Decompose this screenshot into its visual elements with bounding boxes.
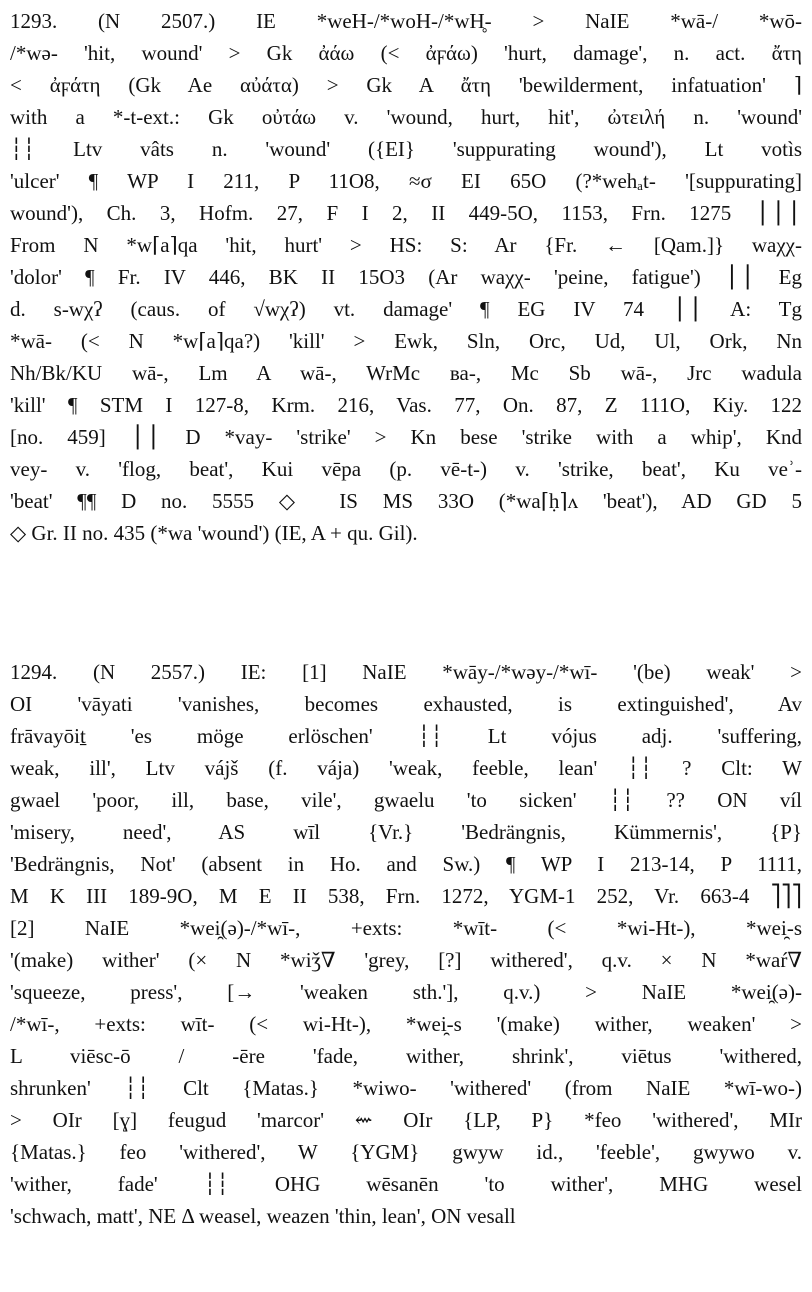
entry-line: [no. 459] ⎪⎪ D *vay- 'strike' > Kn bese 'strike with a whip', Knd [10, 425, 802, 449]
entry-line: ◇ Gr. II no. 435 (*wa 'wound') (IE, A + qu. Gil). [10, 521, 418, 545]
entry-line: 'beat' ¶¶ D no. 5555 ◇ IS MS 33O (*wa⌈ḥ⌉ʌ 'beat'), AD GD 5 [10, 489, 802, 513]
entry-line: d. s-wχʔ (caus. of √wχʔ) vt. damage' ¶ EG IV 74 ⎪⎪ A: Tg [10, 297, 802, 321]
entry-line: ┆┆ Ltv vâts n. 'wound' ({EI} 'suppurating wound'), Lt votìs [10, 137, 802, 161]
entry-line: 1294. (N 2557.) IE: [1] NaIE *wāy-/*wəy-/*wī- '(be) weak' > [10, 660, 802, 684]
entry-line: 'misery, need', AS wīl {Vr.} 'Bedrängnis, Kümmernis', {P} [10, 820, 802, 844]
entry-line: '(make) wither' (× N *wiǯ∇ 'grey, [?] withered', q.v. × N *waŕ∇ [10, 948, 802, 972]
entry-line: 'ulcer' ¶ WP I 211, P 11O8, ≈σ EI 65O (?*wehₐt- '[suppurating] [10, 169, 802, 193]
entry-line: weak, ill', Ltv vájš (f. vája) 'weak, feeble, lean' ┆┆ ? Clt: W [10, 756, 802, 780]
entry-line: /*wə- 'hit, wound' > Gk ἀάω (< ἀϝάω) 'hurt, damage', n. act. ἄτη [10, 41, 802, 65]
entry-line: > OIr [ɣ] feugud 'marcor' ⇜ OIr {LP, P} *feo 'withered', MIr [10, 1108, 802, 1132]
entry-line: gwael 'poor, ill, base, vile', gwaelu 'to sicken' ┆┆ ?? ON víl [10, 788, 802, 812]
entry-line: *wā- (< N *w⌈a⌉qa?) 'kill' > Ewk, Sln, Orc, Ud, Ul, Ork, Nn [10, 329, 802, 353]
entry-line: 'squeeze, press', [→ 'weaken sth.'], q.v.) > NaIE *wei̯(ə)- [10, 980, 802, 1004]
entry-line: From N *w⌈a⌉qa 'hit, hurt' > HS: S: Ar {Fr. ← [Qam.]} waχχ- [10, 233, 802, 257]
entry-line: shrunken' ┆┆ Clt {Matas.} *wiwo- 'withered' (from NaIE *wī-wo-) [10, 1076, 802, 1100]
entry-line: 'wither, fade' ┆┆ OHG wēsanēn 'to wither', MHG wesel [10, 1172, 802, 1196]
entry-line: 'kill' ¶ STM I 127-8, Krm. 216, Vas. 77, On. 87, Z 111O, Kiy. 122 [10, 393, 802, 417]
entry-line: 'Bedrängnis, Not' (absent in Ho. and Sw.) ¶ WP I 213-14, P 1111, [10, 852, 802, 876]
entry-line: 'dolor' ¶ Fr. IV 446, BK II 15O3 (Ar waχχ- 'peine, fatigue') ⎪⎪ Eg [10, 265, 802, 289]
entry-line: OI 'vāyati 'vanishes, becomes exhausted, is extinguished', Av [10, 692, 802, 716]
entry-line: 'schwach, matt', NE Δ weasel, weazen 'thin, lean', ON vesall [10, 1204, 516, 1228]
entry-line: {Matas.} feo 'withered', W {YGM} gwyw id., 'feeble', gwywo v. [10, 1140, 802, 1164]
entry-line: vey- v. 'flog, beat', Kui vēpa (p. vē-t-) v. 'strike, beat', Ku veʾ- [10, 457, 802, 481]
entry-line: < ἀϝάτη (Gk Ae αὐάτα) > Gk A ἄτη 'bewilderment, infatuation' ⌉ [10, 73, 802, 97]
entry-line: with a *-t-ext.: Gk οὐτάω v. 'wound, hurt, hit', ὠτειλή n. 'wound' [10, 105, 802, 129]
entry-line: [2] NaIE *wei̯(ə)-/*wī-, +exts: *wīt- (< *wi-Ht-), *wei̯-s [10, 916, 802, 940]
entry-line: /*wī-, +exts: wīt- (< wi-Ht-), *wei̯-s '(make) wither, weaken' > [10, 1012, 802, 1036]
entry-line: wound'), Ch. 3, Hofm. 27, F I 2, II 449-5O, 1153, Frn. 1275 ⎪⎪⎪ [10, 201, 802, 225]
entry-line: 1293. (N 2507.) IE *weH-/*woH-/*wH̥- > NaIE *wā-/ *wō- [10, 9, 802, 33]
entry-line: M K III 189-9O, M E II 538, Frn. 1272, YGM-1 252, Vr. 663-4 ⎤⎤⎤ [10, 884, 802, 908]
entry-line: Nh/Bk/KU wā-, Lm A wā-, WrMc ва-, Mc Sb wā-, Jrc wadula [10, 361, 802, 385]
entry-line: L viēsc-ō / -ēre 'fade, wither, shrink', viētus 'withered, [10, 1044, 802, 1068]
entry-line: frāvayōiṯ 'es möge erlöschen' ┆┆ Lt vójus adj. 'suffering, [10, 724, 802, 748]
